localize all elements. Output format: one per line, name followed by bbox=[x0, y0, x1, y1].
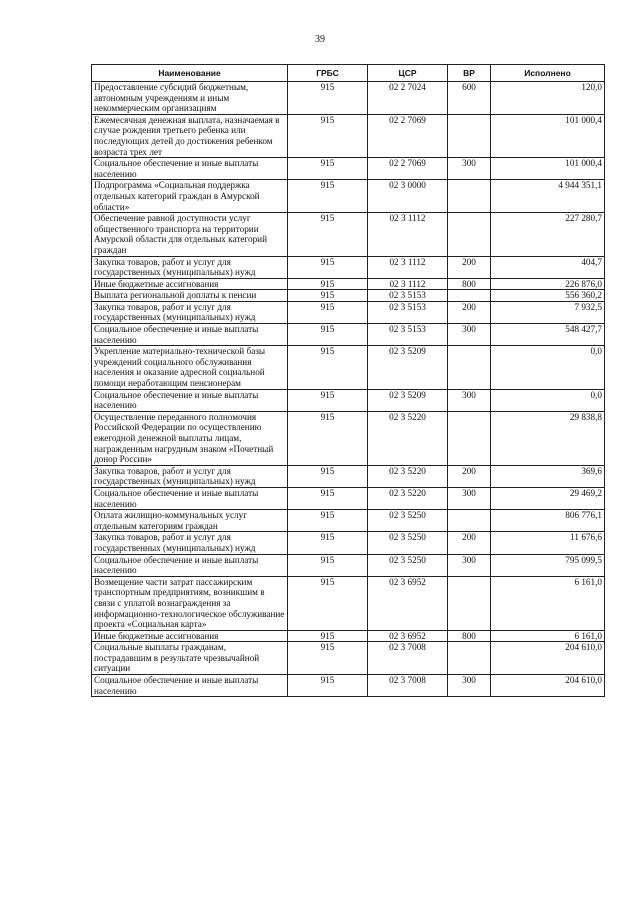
row-grbs-cell: 915 bbox=[288, 301, 368, 323]
row-grbs-cell: 915 bbox=[288, 213, 368, 256]
row-amount-cell: 204 610,0 bbox=[491, 642, 605, 675]
table-header-row bbox=[92, 65, 605, 82]
row-csr-cell: 02 3 6952 bbox=[368, 576, 448, 630]
row-grbs-cell: 915 bbox=[288, 290, 368, 302]
row-grbs-cell: 915 bbox=[288, 114, 368, 157]
row-amount-cell: 6 161,0 bbox=[491, 576, 605, 630]
header-name: Наименование bbox=[92, 65, 288, 82]
row-grbs-cell: 915 bbox=[288, 158, 368, 180]
row-csr-cell: 02 3 1112 bbox=[368, 256, 448, 278]
row-name-cell: Закупка товаров, работ и услуг для государственных (муниципальных) нужд bbox=[92, 301, 288, 323]
header-grbs: ГРБС bbox=[288, 65, 368, 82]
row-grbs-cell: 915 bbox=[288, 82, 368, 115]
row-csr-cell: 02 3 7008 bbox=[368, 642, 448, 675]
row-vr-cell bbox=[448, 114, 491, 157]
page-number: 39 bbox=[315, 34, 325, 45]
row-vr-cell: 800 bbox=[448, 630, 491, 642]
row-name-cell: Осуществление переданного полномочия Российской Федерации по осуществлению ежегодной денежной выплаты лицам, награжденным нагрудным знаком «Почетный донор России» bbox=[92, 411, 288, 465]
row-csr-cell: 02 3 5153 bbox=[368, 290, 448, 302]
row-csr-cell: 02 3 0000 bbox=[368, 180, 448, 213]
row-csr-cell: 02 3 5153 bbox=[368, 324, 448, 346]
row-vr-cell bbox=[448, 411, 491, 465]
row-csr-cell: 02 3 5220 bbox=[368, 465, 448, 487]
row-name-cell: Закупка товаров, работ и услуг для государственных (муниципальных) нужд bbox=[92, 532, 288, 554]
row-grbs-cell: 915 bbox=[288, 324, 368, 346]
row-grbs-cell: 915 bbox=[288, 389, 368, 411]
row-vr-cell: 300 bbox=[448, 487, 491, 509]
row-grbs-cell: 915 bbox=[288, 411, 368, 465]
row-amount-cell: 369,6 bbox=[491, 465, 605, 487]
row-amount-cell: 101 000,4 bbox=[491, 158, 605, 180]
table-row bbox=[92, 324, 605, 346]
row-amount-cell: 0,0 bbox=[491, 346, 605, 389]
row-vr-cell: 200 bbox=[448, 532, 491, 554]
row-csr-cell: 02 3 5220 bbox=[368, 487, 448, 509]
row-grbs-cell: 915 bbox=[288, 554, 368, 576]
row-csr-cell: 02 3 7008 bbox=[368, 675, 448, 697]
row-vr-cell: 300 bbox=[448, 554, 491, 576]
row-amount-cell: 404,7 bbox=[491, 256, 605, 278]
row-vr-cell bbox=[448, 346, 491, 389]
row-grbs-cell: 915 bbox=[288, 675, 368, 697]
row-csr-cell: 02 2 7069 bbox=[368, 114, 448, 157]
row-csr-cell: 02 2 7024 bbox=[368, 82, 448, 115]
row-csr-cell: 02 3 5153 bbox=[368, 301, 448, 323]
row-name-cell: Закупка товаров, работ и услуг для государственных (муниципальных) нужд bbox=[92, 256, 288, 278]
row-amount-cell: 4 944 351,1 bbox=[491, 180, 605, 213]
row-name-cell: Социальные выплаты гражданам, пострадавшим в результате чрезвычайной ситуации bbox=[92, 642, 288, 675]
row-csr-cell: 02 3 5250 bbox=[368, 510, 448, 532]
table-row bbox=[92, 576, 605, 630]
row-vr-cell bbox=[448, 180, 491, 213]
row-vr-cell: 300 bbox=[448, 675, 491, 697]
row-vr-cell: 800 bbox=[448, 278, 491, 290]
row-vr-cell: 200 bbox=[448, 256, 491, 278]
row-vr-cell: 300 bbox=[448, 324, 491, 346]
row-name-cell: Социальное обеспечение и иные выплаты населению bbox=[92, 675, 288, 697]
table-row bbox=[92, 278, 605, 290]
table-row bbox=[92, 158, 605, 180]
row-vr-cell bbox=[448, 290, 491, 302]
row-name-cell: Возмещение части затрат пассажирским транспортным предприятиям, возникшим в связи с уплатой вознаграждения за информационно-технологическое обслуживание проекта «Социальная карта» bbox=[92, 576, 288, 630]
row-name-cell: Выплата региональной доплаты к пенсии bbox=[92, 290, 288, 302]
row-name-cell: Социальное обеспечение и иные выплаты населению bbox=[92, 324, 288, 346]
row-name-cell: Обеспечение равной доступности услуг общественного транспорта на территории Амурской области для отдельных категорий граждан bbox=[92, 213, 288, 256]
row-amount-cell: 795 099,5 bbox=[491, 554, 605, 576]
table-row bbox=[92, 180, 605, 213]
row-csr-cell: 02 3 5209 bbox=[368, 389, 448, 411]
row-grbs-cell: 915 bbox=[288, 465, 368, 487]
row-name-cell: Социальное обеспечение и иные выплаты населению bbox=[92, 487, 288, 509]
row-amount-cell: 7 932,5 bbox=[491, 301, 605, 323]
row-amount-cell: 11 676,6 bbox=[491, 532, 605, 554]
row-amount-cell: 204 610,0 bbox=[491, 675, 605, 697]
table-row bbox=[92, 642, 605, 675]
header-csr: ЦСР bbox=[368, 65, 448, 82]
row-grbs-cell: 915 bbox=[288, 346, 368, 389]
row-name-cell: Предоставление субсидий бюджетным, автономным учреждениям и иным некоммерческим организациям bbox=[92, 82, 288, 115]
row-csr-cell: 02 3 6952 bbox=[368, 630, 448, 642]
row-name-cell: Подпрограмма «Социальная поддержка отдельных категорий граждан в Амурской области» bbox=[92, 180, 288, 213]
header-amount: Исполнено bbox=[491, 65, 605, 82]
row-amount-cell: 120,0 bbox=[491, 82, 605, 115]
table-row bbox=[92, 114, 605, 157]
row-vr-cell: 300 bbox=[448, 389, 491, 411]
row-name-cell: Укрепление материально-технической базы учреждений социального обслуживания населения и оказание адресной социальной помощи неработающим пенсионерам bbox=[92, 346, 288, 389]
row-amount-cell: 6 161,0 bbox=[491, 630, 605, 642]
row-vr-cell bbox=[448, 576, 491, 630]
table-row bbox=[92, 554, 605, 576]
row-name-cell: Социальное обеспечение и иные выплаты населению bbox=[92, 389, 288, 411]
row-grbs-cell: 915 bbox=[288, 576, 368, 630]
row-csr-cell: 02 3 5250 bbox=[368, 532, 448, 554]
row-grbs-cell: 915 bbox=[288, 510, 368, 532]
row-amount-cell: 556 360,2 bbox=[491, 290, 605, 302]
row-vr-cell: 300 bbox=[448, 158, 491, 180]
header-vr: ВР bbox=[448, 65, 491, 82]
row-name-cell: Иные бюджетные ассигнования bbox=[92, 630, 288, 642]
row-name-cell: Ежемесячная денежная выплата, назначаемая в случае рождения третьего ребенка или последующих детей до достижения ребенком возраста трех лет bbox=[92, 114, 288, 157]
row-amount-cell: 226 876,0 bbox=[491, 278, 605, 290]
row-grbs-cell: 915 bbox=[288, 256, 368, 278]
row-name-cell: Закупка товаров, работ и услуг для государственных (муниципальных) нужд bbox=[92, 465, 288, 487]
row-amount-cell: 548 427,7 bbox=[491, 324, 605, 346]
table-row bbox=[92, 290, 605, 302]
table-row bbox=[92, 465, 605, 487]
table-row bbox=[92, 675, 605, 697]
row-name-cell: Оплата жилищно-коммунальных услуг отдельным категориям граждан bbox=[92, 510, 288, 532]
row-amount-cell: 0,0 bbox=[491, 389, 605, 411]
row-csr-cell: 02 3 1112 bbox=[368, 213, 448, 256]
row-amount-cell: 29 838,8 bbox=[491, 411, 605, 465]
table-row bbox=[92, 256, 605, 278]
row-grbs-cell: 915 bbox=[288, 532, 368, 554]
row-vr-cell: 600 bbox=[448, 82, 491, 115]
row-grbs-cell: 915 bbox=[288, 278, 368, 290]
row-vr-cell bbox=[448, 510, 491, 532]
row-grbs-cell: 915 bbox=[288, 642, 368, 675]
table-row bbox=[92, 532, 605, 554]
row-csr-cell: 02 3 1112 bbox=[368, 278, 448, 290]
row-vr-cell: 200 bbox=[448, 301, 491, 323]
table-row bbox=[92, 510, 605, 532]
table-row bbox=[92, 301, 605, 323]
row-vr-cell bbox=[448, 213, 491, 256]
table-row bbox=[92, 389, 605, 411]
row-csr-cell: 02 3 5250 bbox=[368, 554, 448, 576]
row-csr-cell: 02 3 5209 bbox=[368, 346, 448, 389]
row-amount-cell: 227 280,7 bbox=[491, 213, 605, 256]
row-grbs-cell: 915 bbox=[288, 630, 368, 642]
row-vr-cell: 200 bbox=[448, 465, 491, 487]
row-csr-cell: 02 3 5220 bbox=[368, 411, 448, 465]
table-row bbox=[92, 82, 605, 115]
row-name-cell: Социальное обеспечение и иные выплаты населению bbox=[92, 554, 288, 576]
table-row bbox=[92, 213, 605, 256]
row-grbs-cell: 915 bbox=[288, 180, 368, 213]
table-row bbox=[92, 630, 605, 642]
table-row bbox=[92, 411, 605, 465]
row-name-cell: Иные бюджетные ассигнования bbox=[92, 278, 288, 290]
row-csr-cell: 02 2 7069 bbox=[368, 158, 448, 180]
row-amount-cell: 101 000,4 bbox=[491, 114, 605, 157]
row-amount-cell: 29 469,2 bbox=[491, 487, 605, 509]
row-vr-cell bbox=[448, 642, 491, 675]
table-row bbox=[92, 346, 605, 389]
budget-execution-table bbox=[91, 64, 605, 697]
row-grbs-cell: 915 bbox=[288, 487, 368, 509]
row-name-cell: Социальное обеспечение и иные выплаты населению bbox=[92, 158, 288, 180]
row-amount-cell: 806 776,1 bbox=[491, 510, 605, 532]
table-row bbox=[92, 487, 605, 509]
